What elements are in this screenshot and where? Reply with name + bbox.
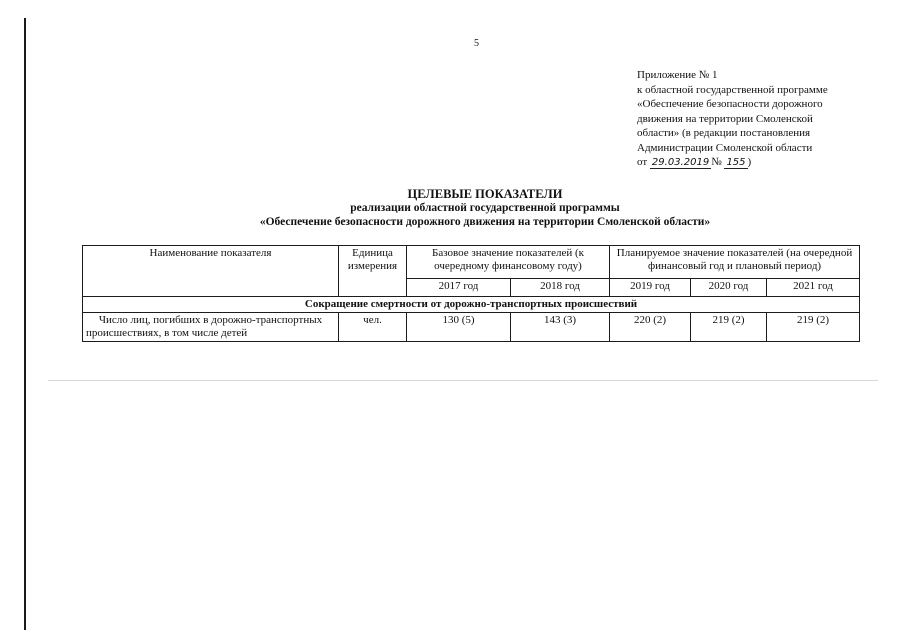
year-header: 2020 год [691,278,767,296]
appendix-line: к областной государственной программе [637,83,828,96]
appendix-line: «Обеспечение безопасности дорожного [637,98,823,110]
year-header: 2017 год [407,278,511,296]
header-base: Базовое значение показателей (к очередному финансовому году) [407,246,610,279]
appendix-line: Приложение № 1 [637,69,718,81]
title-main: ЦЕЛЕВЫЕ ПОКАЗАТЕЛИ [407,187,563,201]
indicator-value: 219 (2) [691,313,767,342]
title-line-2: реализации областной государственной программы [350,202,620,214]
scan-edge-line [24,18,26,630]
document-title [200,187,770,229]
header-unit: Единица измерения [339,246,407,297]
appendix-date-line [637,155,877,171]
number-sign: № [711,156,722,168]
indicator-name: Число лиц, погибших в дорожно-транспортных происшествиях, в том числе детей [83,313,339,342]
handwritten-date: 29.03.2019 [651,157,710,168]
appendix-note [637,68,877,171]
indicator-value: 143 (3) [511,313,610,342]
appendix-line: Администрации Смоленской области [637,141,813,154]
table-row [83,313,860,342]
closing-paren: ) [747,156,752,168]
scan-artifact-line [48,380,878,381]
section-title: Сокращение смертности от дорожно-транспортных происшествий [83,297,860,313]
handwritten-number: 155 [726,157,746,168]
year-header: 2019 год [610,278,691,296]
indicator-value: 220 (2) [610,313,691,342]
page-number: 5 [474,38,479,49]
indicator-unit: чел. [339,313,407,342]
table-header-row [83,246,860,279]
appendix-line: движения на территории Смоленской [637,112,813,125]
indicator-value: 130 (5) [407,313,511,342]
appendix-line: области» (в редакции постановления [637,127,811,139]
year-header: 2021 год [767,278,860,296]
year-header: 2018 год [511,278,610,296]
header-name: Наименование показателя [83,246,339,297]
targets-table [82,245,860,342]
header-planned: Планируемое значение показателей (на очередной финансовый год и плановый период) [610,246,860,279]
section-row [83,297,860,313]
date-prefix: от [637,156,648,168]
title-line-3: «Обеспечение безопасности дорожного движения на территории Смоленской области» [259,216,711,228]
indicator-value: 219 (2) [767,313,860,342]
